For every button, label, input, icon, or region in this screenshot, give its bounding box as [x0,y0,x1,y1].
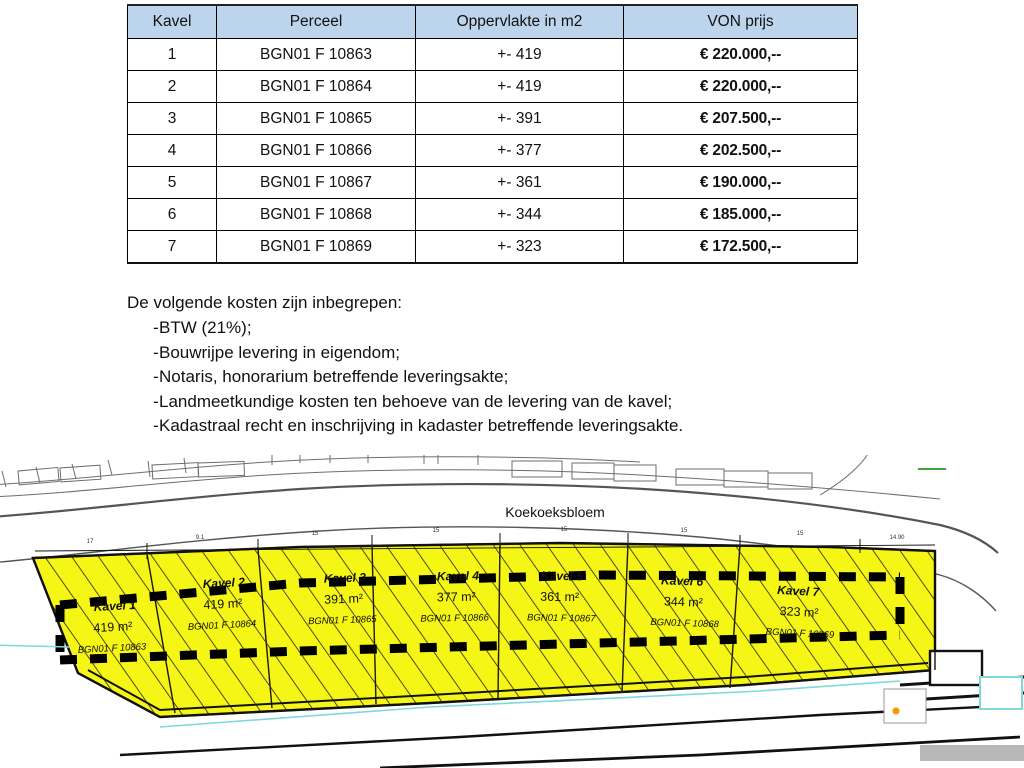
bullet-dash: - [153,391,159,411]
bullet-dash: - [153,367,159,386]
list-item [127,341,927,366]
list-item [127,390,927,415]
plot-name: Kavel 4 [436,568,480,584]
cell-von-prijs: € 207.500,-- [624,103,858,135]
included-costs-heading: De volgende kosten zijn inbegrepen: [127,293,403,312]
bullet-dash: - [153,416,159,435]
bullet-dash: - [153,318,159,337]
column-header-kavel: Kavel [128,5,217,39]
column-header-oppervlakte: Oppervlakte in m2 [416,5,624,39]
cell-oppervlakte: +- 323 [416,231,624,264]
cell-von-prijs: € 220.000,-- [624,71,858,103]
table-row [128,167,858,199]
street-name-label: Koekoeksbloem [505,504,605,520]
cell-von-prijs: € 172.500,-- [624,231,858,264]
plot-name: Kavel 7 [776,582,820,600]
bullet-dash: - [153,342,159,362]
cell-kavel: 1 [128,39,217,71]
plot-parcel: BGN01 F 10863 [77,641,147,656]
dimension-label: 17 [86,539,94,545]
cell-kavel: 3 [128,103,217,135]
plot-parcel: BGN01 F 10864 [187,618,257,633]
table-row [128,39,858,71]
cell-oppervlakte: +- 361 [416,167,624,199]
kavel-price-table-container [127,4,857,264]
included-costs-section [127,291,927,439]
cell-perceel: BGN01 F 10868 [217,199,416,231]
dimension-label: 14.90 [889,535,905,541]
list-item [127,365,927,390]
cell-kavel: 2 [128,71,217,103]
plot-area: 377 m² [436,589,476,605]
dimension-label: 15 [680,528,688,534]
list-item-label: Kadastraal recht en inschrijving in kadaster betreffende leveringsakte. [159,416,684,435]
cell-kavel: 5 [128,167,217,199]
plot-parcel: BGN01 F 10865 [307,613,377,628]
plot-area: 361 m² [540,589,580,605]
cell-kavel: 7 [128,231,217,264]
plot-parcel: BGN01 F 10868 [650,616,720,631]
column-header-perceel: Perceel [217,5,416,39]
table-row [128,103,858,135]
cell-kavel: 6 [128,199,217,231]
plot-name: Kavel 6 [660,573,704,589]
cell-perceel: BGN01 F 10864 [217,71,416,103]
plot-parcel: BGN01 F 10867 [526,612,596,625]
cell-perceel: BGN01 F 10865 [217,103,416,135]
site-plan-map [0,455,1024,768]
cell-oppervlakte: +- 419 [416,39,624,71]
included-costs-list [127,316,927,439]
table-row [128,199,858,231]
table-body [128,39,858,264]
plot-parcel: BGN01 F 10866 [420,612,490,625]
table-header-row [128,5,858,39]
cell-oppervlakte: +- 419 [416,71,624,103]
plot-area: 323 m² [779,604,819,621]
list-item-label: Landmeetkundige kosten ten behoeve van de levering van de kavel; [159,391,673,411]
cell-perceel: BGN01 F 10863 [217,39,416,71]
plot-name: Kavel 3 [323,570,367,586]
list-item-label: BTW (21%); [159,318,252,337]
plot-area: 391 m² [323,591,364,607]
cell-perceel: BGN01 F 10867 [217,167,416,199]
cell-von-prijs: € 190.000,-- [624,167,858,199]
plot-name: Kavel 5 [540,568,584,584]
cell-perceel: BGN01 F 10866 [217,135,416,167]
list-item [127,414,927,439]
cell-von-prijs: € 185.000,-- [624,199,858,231]
plot-parcel: BGN01 F 10869 [765,626,835,641]
dimension-label: 9.1 [195,535,205,541]
plot-area: 419 m² [93,619,133,636]
table-row [128,135,858,167]
dimension-label: 15 [432,528,440,534]
list-item-label: Notaris, honorarium betreffende leveringsakte; [159,367,509,386]
plot-name: Kavel 1 [93,597,137,615]
dimension-label: 15 [796,531,804,537]
kavel-price-table [127,4,858,264]
cell-perceel: BGN01 F 10869 [217,231,416,264]
column-header-von-prijs: VON prijs [624,5,858,39]
table-row [128,231,858,264]
cell-von-prijs: € 220.000,-- [624,39,858,71]
list-item [127,316,927,341]
plot-name: Kavel 2 [202,574,246,592]
cell-kavel: 4 [128,135,217,167]
table-row [128,71,858,103]
plot-area: 419 m² [203,596,243,613]
cell-oppervlakte: +- 391 [416,103,624,135]
list-item-label: Bouwrijpe levering in eigendom; [159,342,400,362]
dimension-label: 15 [311,531,319,537]
cell-oppervlakte: +- 377 [416,135,624,167]
cell-oppervlakte: +- 344 [416,199,624,231]
cell-von-prijs: € 202.500,-- [624,135,858,167]
dimension-label: 15 [560,527,568,533]
plot-area: 344 m² [663,594,704,610]
table-header [128,5,858,39]
